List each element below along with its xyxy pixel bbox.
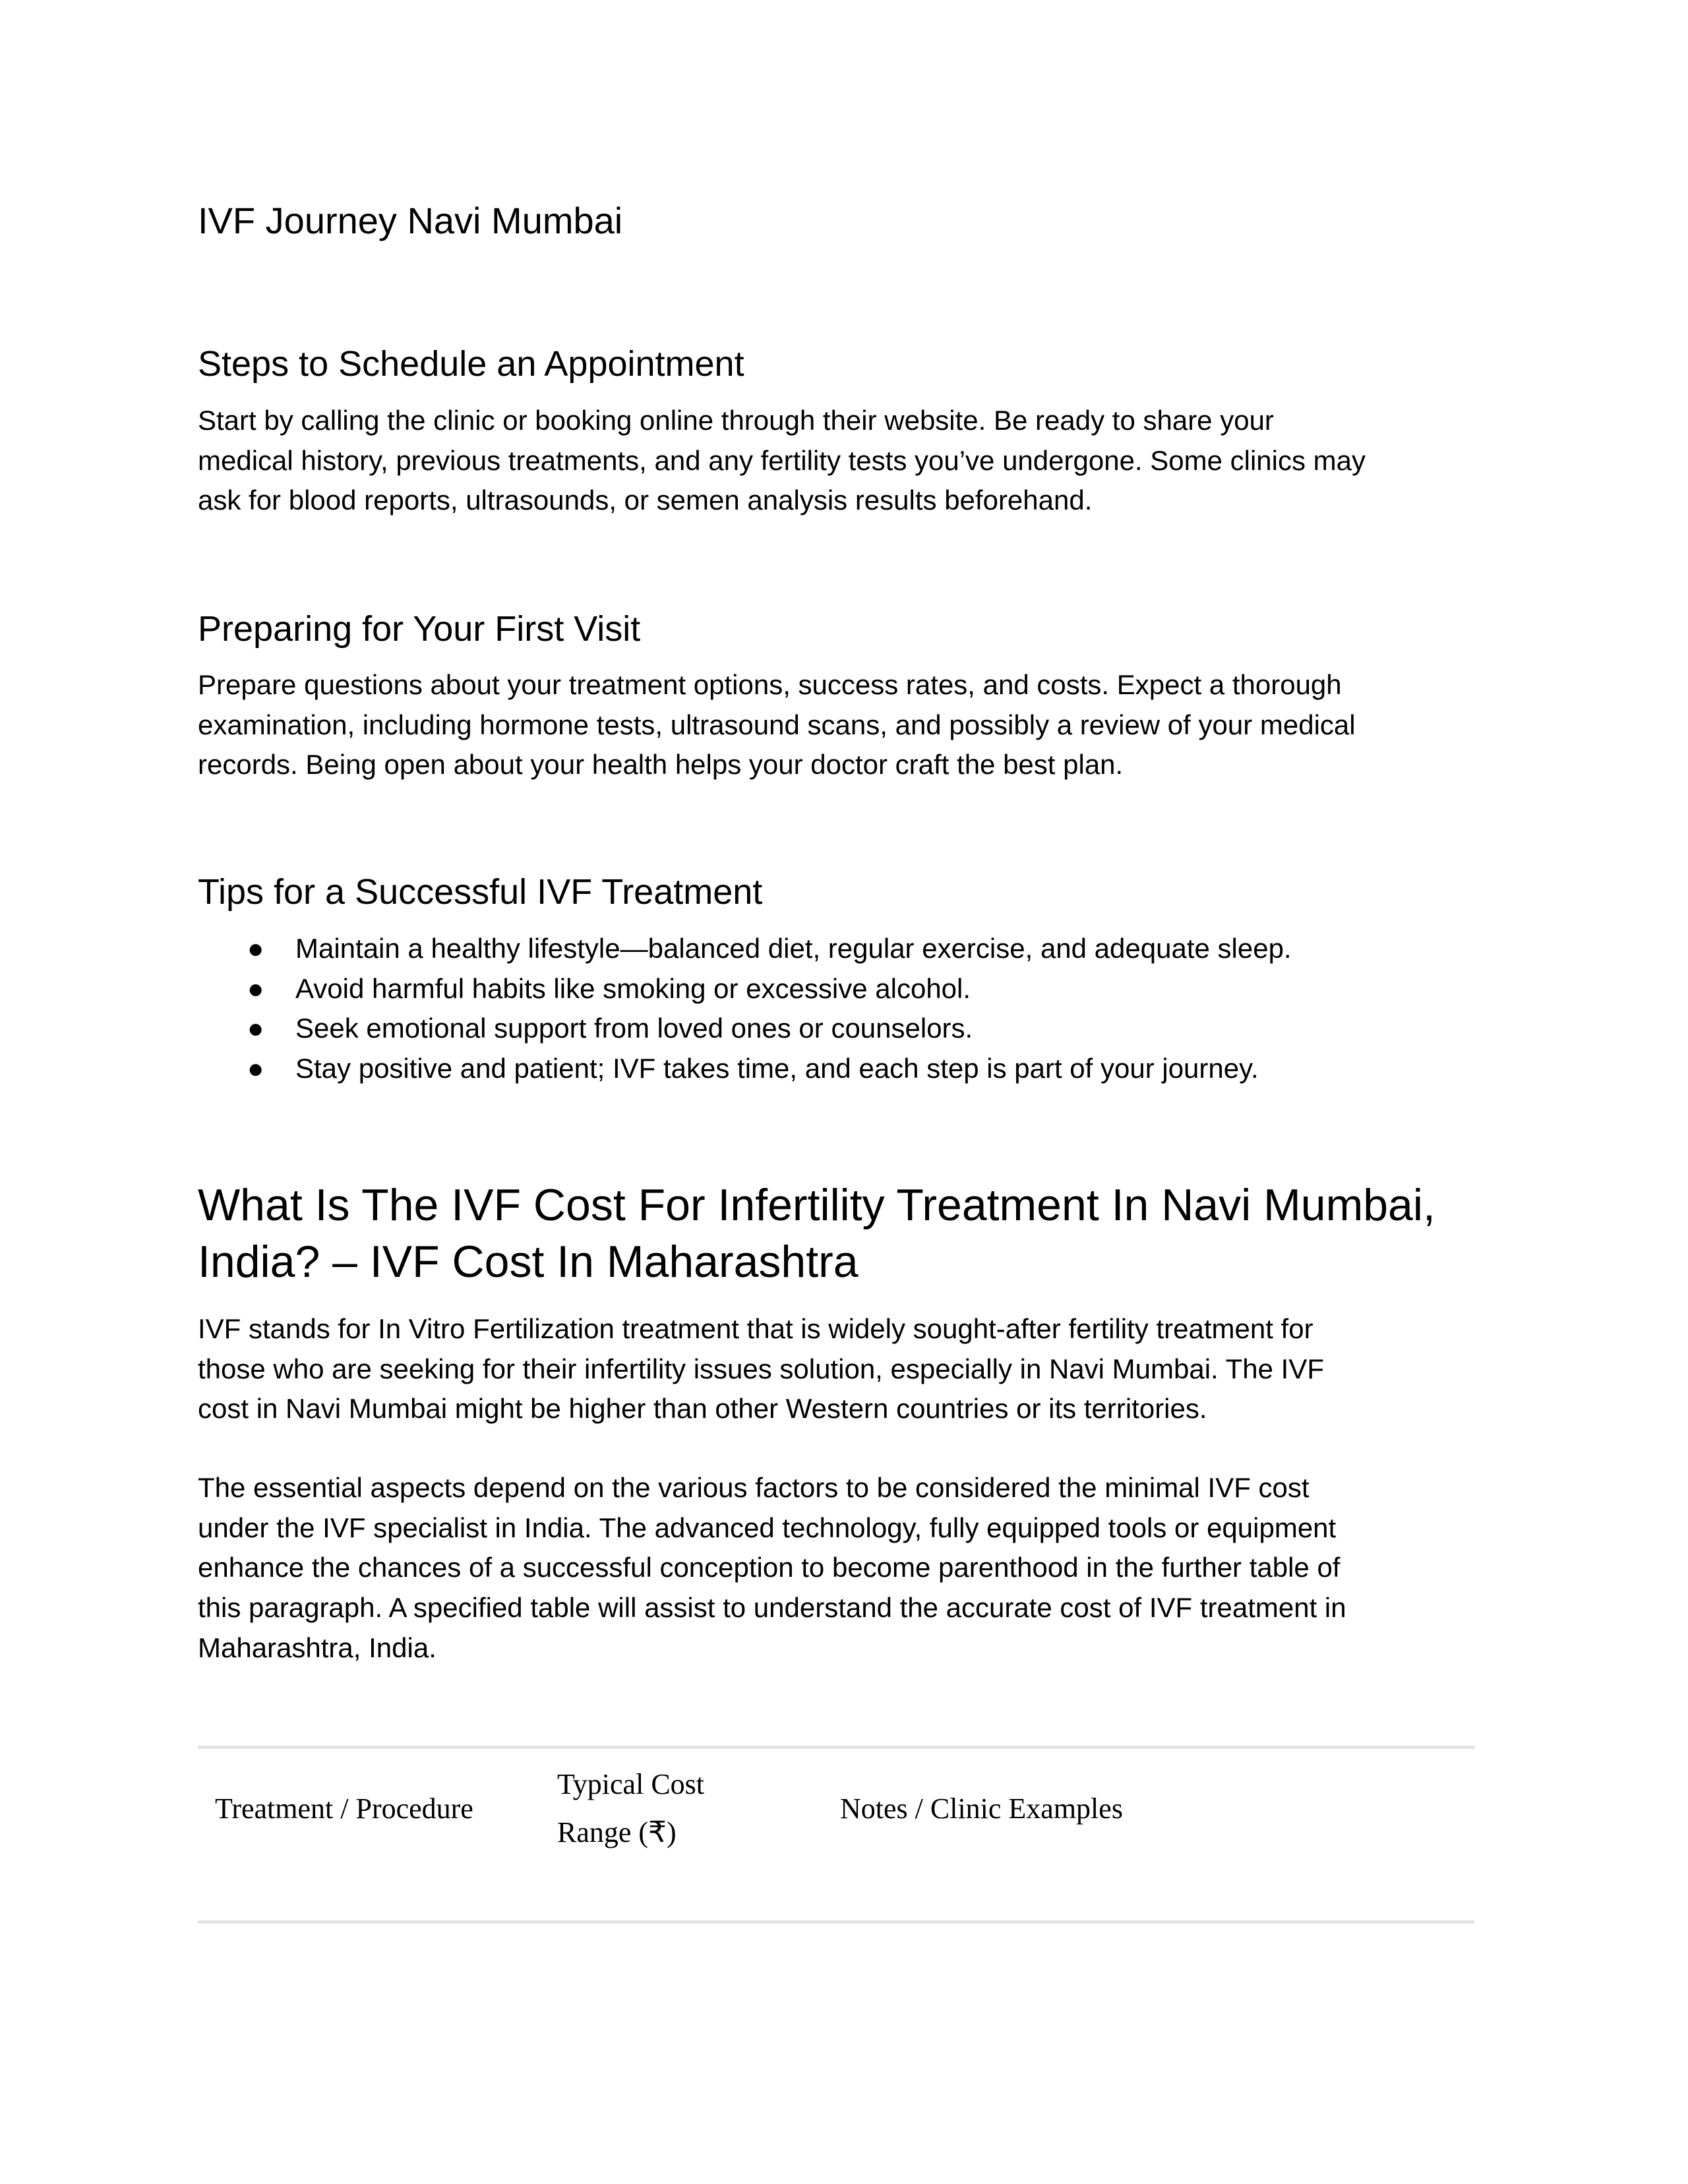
cost-paragraph-1 <box>198 1309 1490 1429</box>
bullet-icon: ● <box>247 1053 264 1084</box>
cost-heading <box>198 1177 1490 1290</box>
cost-paragraph-2 <box>198 1468 1490 1668</box>
text-line: those who are seeking for their infertility issues solution, especially in Navi Mumbai. The IVF <box>198 1353 1324 1384</box>
list-item <box>198 969 1490 1009</box>
bullet-icon: ● <box>247 933 264 964</box>
list-item-text: Seek emotional support from loved ones or counselors. <box>295 1013 973 1044</box>
table-header-treatment: Treatment / Procedure <box>215 1792 473 1825</box>
text-line: Maharashtra, India. <box>198 1632 437 1663</box>
table-header-cost-line: Typical Cost <box>557 1768 705 1800</box>
section-paragraph-steps <box>198 401 1490 521</box>
text-line: records. Being open about your health helps your doctor craft the best plan. <box>198 749 1124 781</box>
section-heading-steps: Steps to Schedule an Appointment <box>198 344 744 384</box>
bullet-icon: ● <box>247 1013 264 1044</box>
list-item-text: Avoid harmful habits like smoking or excessive alcohol. <box>295 972 971 1004</box>
table-header-notes: Notes / Clinic Examples <box>840 1792 1123 1825</box>
section-heading-tips: Tips for a Successful IVF Treatment <box>198 872 763 912</box>
list-item <box>198 1049 1490 1089</box>
cost-table <box>198 1746 1474 1924</box>
heading-line: India? – IVF Cost In Maharashtra <box>198 1237 859 1287</box>
text-line: ask for blood reports, ultrasounds, or semen analysis results beforehand. <box>198 485 1093 516</box>
tips-list <box>198 929 1490 1089</box>
text-line: The essential aspects depend on the various factors to be considered the minimal IVF cost <box>198 1472 1310 1503</box>
text-line: under the IVF specialist in India. The advanced technology, fully equipped tools or equipment <box>198 1512 1337 1543</box>
section-paragraph-preparing <box>198 665 1490 785</box>
text-line: this paragraph. A specified table will assist to understand the accurate cost of IVF treatment in <box>198 1592 1346 1624</box>
section-heading-preparing: Preparing for Your First Visit <box>198 609 641 649</box>
text-line: Start by calling the clinic or booking online through their website. Be ready to share your <box>198 405 1274 436</box>
list-item-text: Maintain a healthy lifestyle—balanced diet, regular exercise, and adequate sleep. <box>295 933 1292 964</box>
bullet-icon: ● <box>247 972 264 1004</box>
text-line: IVF stands for In Vitro Fertilization treatment that is widely sought-after fertility treatment for <box>198 1313 1313 1344</box>
table-header-cost <box>557 1760 704 1856</box>
heading-line: What Is The IVF Cost For Infertility Treatment In Navi Mumbai, <box>198 1180 1435 1230</box>
document-title: IVF Journey Navi Mumbai <box>198 200 623 241</box>
table-header-cost-line: Range (₹) <box>557 1816 677 1848</box>
list-item <box>198 1009 1490 1049</box>
list-item <box>198 929 1490 969</box>
text-line: medical history, previous treatments, and any fertility tests you’ve undergone. Some clinics may <box>198 444 1366 476</box>
text-line: enhance the chances of a successful conception to become parenthood in the further table of <box>198 1552 1341 1583</box>
text-line: cost in Navi Mumbai might be higher than other Western countries or its territories. <box>198 1393 1207 1425</box>
text-line: Prepare questions about your treatment options, success rates, and costs. Expect a thorough <box>198 669 1342 700</box>
list-item-text: Stay positive and patient; IVF takes time, and each step is part of your journey. <box>295 1053 1259 1084</box>
text-line: examination, including hormone tests, ultrasound scans, and possibly a review of your medical <box>198 709 1356 740</box>
